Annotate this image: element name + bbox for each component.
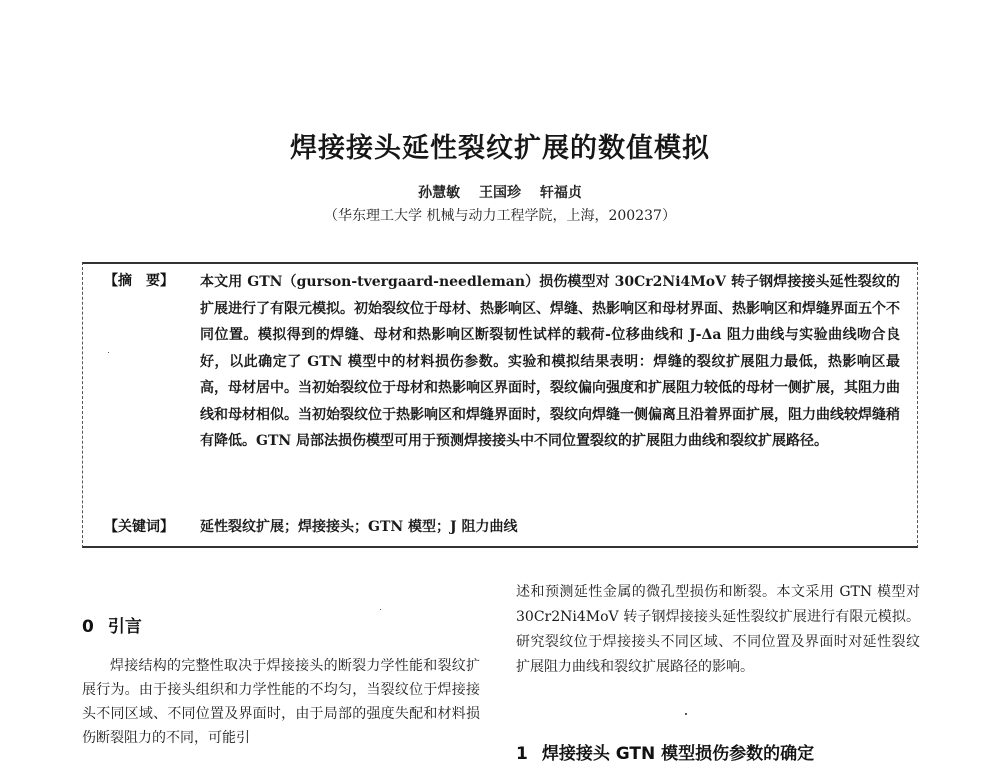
section-0-heading [82,612,142,637]
right-column-paragraph: 述和预测延性金属的微孔型损伤和断裂。本文采用 GTN 模型对 30Cr2Ni4MoV 转子钢焊接接头延性裂纹扩展进行有限元模拟。研究裂纹位于焊接接头不同区域、不同位置及界面时对延性裂纹扩展阻力曲线和裂纹扩展路径的影响。 [516,584,920,675]
scan-speck [685,713,687,715]
scan-speck [380,609,381,610]
abstract-text: 本文用 GTN（gurson-tvergaard-needleman）损伤模型对 30Cr2Ni4MoV 转子钢焊接接头延性裂纹的扩展进行了有限元模拟。初始裂纹位于母材、热影响区、焊缝、热影响区和母材界面、热影响区和焊缝界面五个不同位置。模拟得到的焊缝、母材和热影响区断裂韧性试样的载荷-位移曲线和 J-Δa 阻力曲线与实验曲线吻合良好，以此确定了 GTN 模型中的材料损伤参数。实验和模拟结果表明：焊缝的裂纹扩展阻力最低，热影响区最高，母材居中。当初始裂纹位于母材和热影响区界面时，裂纹偏向强度和扩展阻力较低的母材一侧扩展，其阻力曲线和母材相似。当初始裂纹位于热影响区和焊缝界面时，裂纹向焊缝一侧偏离且沿着界面扩展，阻力曲线较焊缝稍有降低。GTN 局部法损伤模型可用于预测焊接接头中不同位置裂纹的扩展阻力曲线和裂纹扩展路径。 [200,274,900,449]
section-1-number: 1 [516,744,528,764]
section-1-title: 焊接接头 GTN 模型损伤参数的确定 [541,744,815,764]
keywords-label: 【关键词】 [104,519,174,535]
section-0-title: 引言 [107,617,142,637]
intro-paragraph: 焊接结构的完整性取决于焊接接头的断裂力学性能和裂纹扩展行为。由于接头组织和力学性能的不均匀，当裂纹位于焊接接头不同区域、不同位置及界面时，由于局部的强度失配和材料损伤断裂阻力的不同，可能引 [82,658,480,746]
section-1-heading [516,739,814,764]
paper-authors: 孙慧敏 王国珍 轩福贞 [418,185,582,201]
paper-title: 焊接接头延性裂纹扩展的数值模拟 [290,133,710,164]
abstract-label: 【摘 要】 [104,273,174,289]
paper-affiliation: （华东理工大学 机械与动力工程学院，上海，200237） [324,208,676,224]
section-0-number: 0 [82,617,94,637]
keywords-text: 延性裂纹扩展；焊接接头；GTN 模型；J 阻力曲线 [200,519,518,535]
scan-speck [108,352,109,353]
